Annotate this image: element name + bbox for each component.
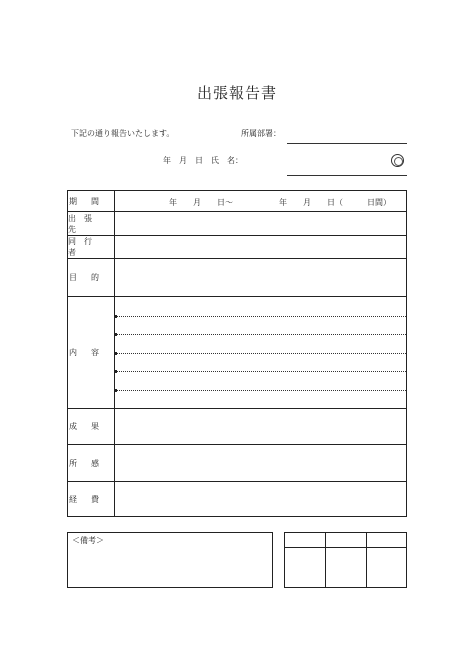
period-field[interactable] — [115, 191, 406, 211]
impressions-field[interactable] — [115, 445, 406, 481]
stamp-cell[interactable] — [326, 533, 367, 587]
content-line — [115, 371, 406, 372]
destination-row — [68, 212, 406, 236]
period-end-text: 年 月 日（ 日間） — [279, 198, 391, 207]
purpose-row — [68, 259, 406, 297]
companion-row — [68, 236, 406, 259]
expenses-field[interactable] — [115, 482, 406, 516]
content-line — [115, 316, 406, 317]
results-field[interactable] — [115, 409, 406, 444]
results-row — [68, 409, 406, 445]
content-field[interactable] — [115, 297, 406, 408]
remarks-label: ＜備考＞ — [72, 536, 104, 545]
report-table — [67, 190, 407, 517]
remarks-box[interactable] — [67, 532, 273, 588]
purpose-field[interactable] — [115, 259, 406, 296]
page-title: 出張報告書 — [196, 84, 277, 102]
approval-stamp-table — [284, 532, 407, 588]
content-line — [115, 334, 406, 335]
results-label: 成果 — [68, 409, 115, 444]
content-line — [115, 390, 406, 391]
seal-icon — [391, 154, 404, 167]
expenses-row — [68, 482, 406, 516]
intro-text: 下記の通り報告いたします。 — [71, 129, 175, 138]
impressions-row — [68, 445, 406, 482]
content-line — [115, 353, 406, 354]
companion-field[interactable] — [115, 236, 406, 258]
period-row — [68, 191, 406, 212]
date-name-label: 年 月 日 氏 名： — [163, 156, 243, 165]
department-label: 所属部署： — [241, 129, 281, 138]
period-start-text: 年 月 日〜 — [169, 198, 233, 207]
expenses-label: 経費 — [68, 482, 115, 516]
content-label: 内容 — [68, 297, 115, 408]
content-row — [68, 297, 406, 409]
stamp-cell[interactable] — [285, 533, 326, 587]
destination-label: 出張先 — [68, 212, 115, 235]
period-label: 期間 — [68, 191, 115, 211]
department-field[interactable] — [287, 143, 407, 144]
companion-label: 同行者 — [68, 236, 115, 258]
destination-field[interactable] — [115, 212, 406, 235]
name-field[interactable] — [287, 175, 407, 176]
purpose-label: 目的 — [68, 259, 115, 296]
impressions-label: 所感 — [68, 445, 115, 481]
